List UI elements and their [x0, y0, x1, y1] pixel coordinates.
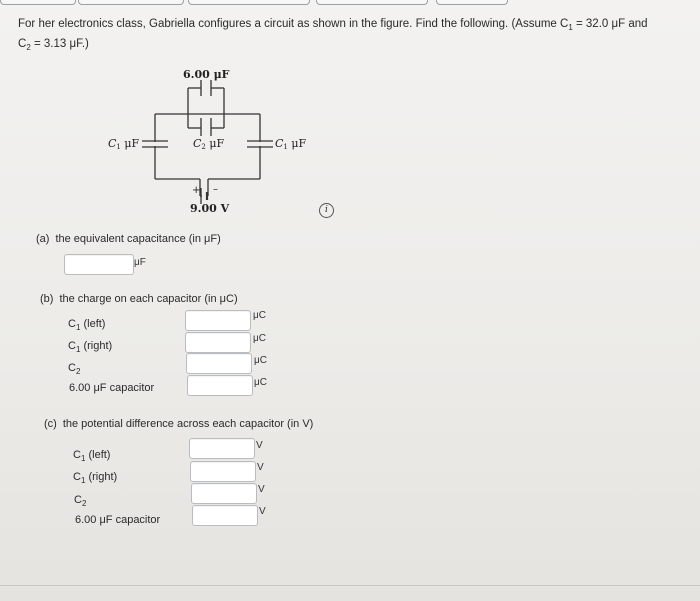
circuit-figure	[100, 66, 315, 218]
part-b-row-6uf-label: 6.00 μF capacitor	[69, 382, 155, 394]
part-c-c1-right-unit: V	[257, 462, 264, 473]
question-line1: For her electronics class, Gabriella configures a circuit as shown in the figure. Find the following. (Assume	[18, 18, 557, 30]
question-c2-value: = 3.13 μF.)	[33, 38, 89, 50]
c2-label: C2 μF	[193, 137, 225, 151]
part-a-answer-input[interactable]	[64, 254, 134, 275]
tab-edge-1[interactable]	[0, 0, 76, 5]
part-c-row-6uf-label: 6.00 μF capacitor	[75, 514, 161, 526]
part-b-c1-right-input[interactable]	[185, 332, 251, 353]
tab-edge-4[interactable]	[316, 0, 428, 5]
question-c1-value: = 32.0 μF and	[576, 18, 648, 30]
part-a-tag: (a)	[36, 233, 50, 245]
part-b-question: the charge on each capacitor (in μC)	[59, 293, 238, 305]
part-b-6uf-input[interactable]	[187, 375, 253, 396]
tab-edge-3[interactable]	[188, 0, 310, 5]
c1-right-label: C1 μF	[275, 137, 307, 151]
top-capacitor-label: 6.00 μF	[183, 68, 230, 81]
c1-left-label: C1 μF	[108, 137, 140, 151]
part-b-c1-left-input[interactable]	[185, 310, 251, 331]
part-c-c1-left-unit: V	[256, 440, 263, 451]
top-tabs-edge	[0, 0, 700, 6]
part-b-title	[40, 293, 238, 305]
part-c-c1-right-input[interactable]	[190, 461, 256, 482]
part-b-tag: (b)	[40, 293, 54, 305]
part-b-c2-input[interactable]	[186, 353, 252, 374]
part-a-question: the equivalent capacitance (in μF)	[55, 233, 221, 245]
part-c-c2-unit: V	[258, 484, 265, 495]
part-c-6uf-unit: V	[259, 506, 266, 517]
part-b-row-c1-left-label: $C_1$ (left)	[68, 318, 106, 332]
question-c2-symbol: $C_2$	[18, 38, 31, 52]
part-a-unit: μF	[134, 257, 146, 268]
part-c-title	[44, 418, 313, 430]
part-c-row-c2-label: $C_2$	[74, 494, 87, 508]
question-text	[18, 16, 683, 56]
part-c-c1-left-input[interactable]	[189, 438, 255, 459]
question-c1-symbol: $C_1$	[560, 18, 573, 32]
part-b-c1-right-unit: μC	[253, 333, 266, 344]
part-b-c1-left-unit: μC	[253, 310, 266, 321]
part-b-6uf-unit: μC	[254, 377, 267, 388]
part-b-row-c1-right-label: $C_1$ (right)	[68, 340, 113, 354]
part-c-row-c1-right-label: $C_1$ (right)	[73, 471, 118, 485]
part-c-6uf-input[interactable]	[192, 505, 258, 526]
battery-plus: +	[192, 185, 201, 196]
part-c-tag: (c)	[44, 418, 57, 430]
part-a-title	[36, 233, 221, 245]
part-b-row-c2-label: $C_2$	[68, 362, 81, 376]
page-bottom-divider	[0, 585, 700, 586]
info-icon[interactable]: i	[319, 203, 334, 218]
part-c-c2-input[interactable]	[191, 483, 257, 504]
tab-edge-5[interactable]	[436, 0, 508, 5]
battery-voltage-label: 9.00 V	[190, 202, 230, 215]
part-c-row-c1-left-label: $C_1$ (left)	[73, 449, 111, 463]
tab-edge-2[interactable]	[78, 0, 184, 5]
battery-minus: –	[213, 184, 218, 195]
part-b-c2-unit: μC	[254, 355, 267, 366]
part-c-question: the potential difference across each capacitor (in V)	[62, 418, 314, 430]
